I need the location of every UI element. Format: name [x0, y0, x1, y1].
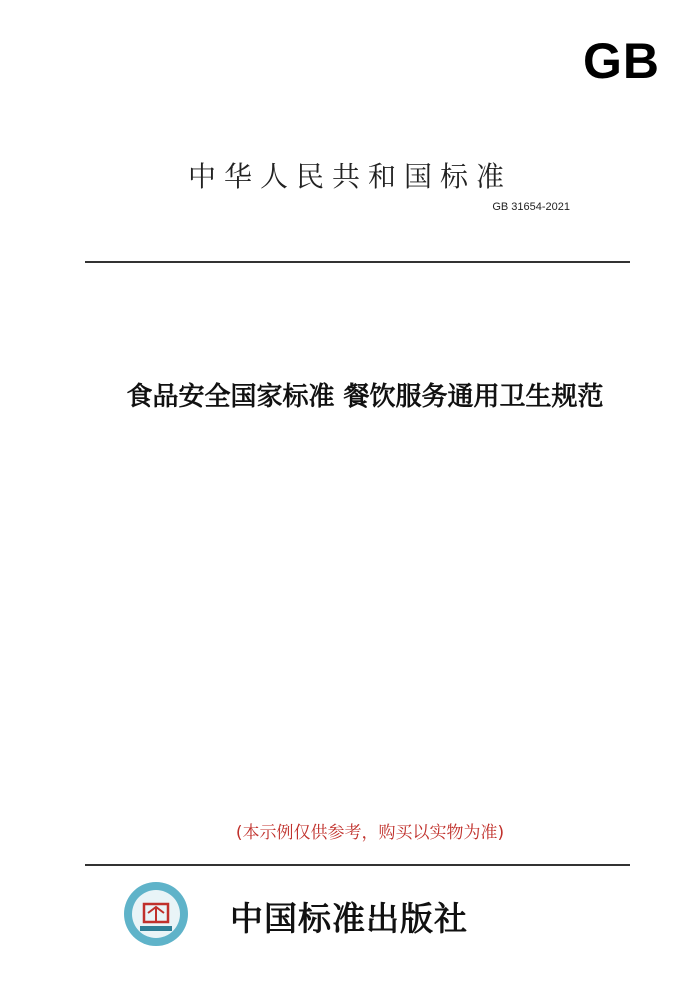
sample-note: (本示例仅供参考，购买以实物为准): [235, 823, 505, 843]
gb-logo: GB: [583, 33, 660, 89]
standard-number: GB 31654-2021: [492, 201, 570, 213]
bottom-divider: [85, 864, 630, 866]
top-divider: [85, 261, 630, 263]
document-title: 食品安全国家标准 餐饮服务通用卫生规范: [126, 382, 604, 412]
publisher-name: 中国标准出版社: [230, 899, 468, 938]
publisher-seal-icon: [122, 880, 190, 948]
standard-title: 中华人民共和国标准: [187, 160, 512, 193]
